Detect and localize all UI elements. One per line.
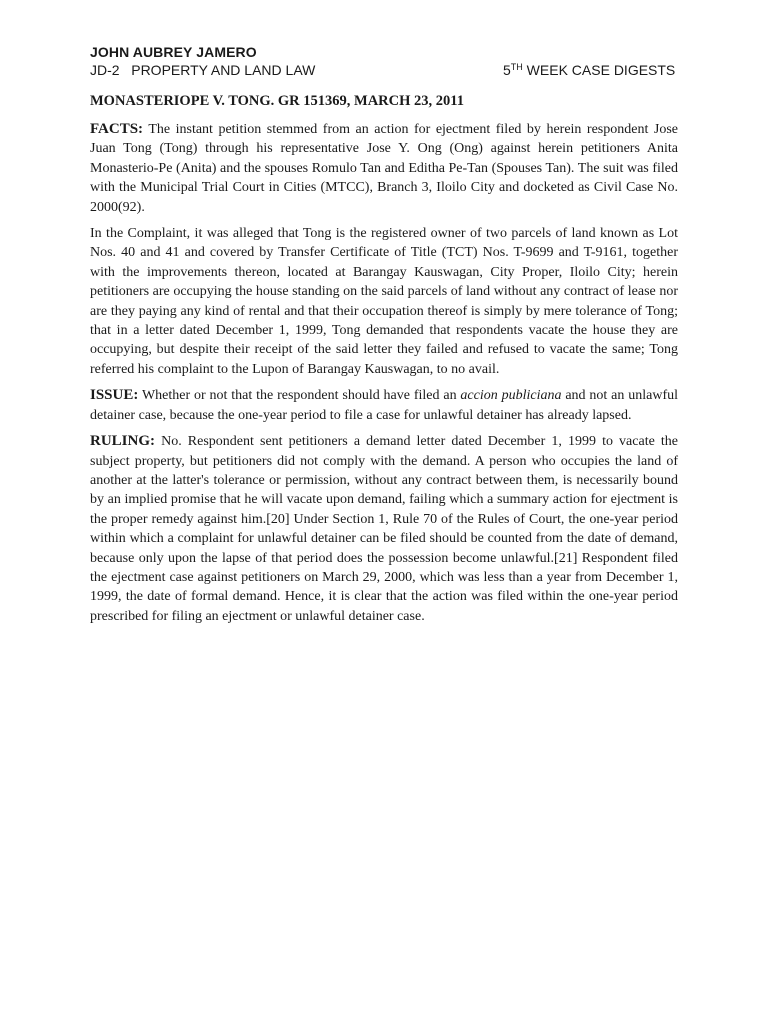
week-text: WEEK CASE DIGESTS bbox=[522, 62, 676, 78]
digest-body bbox=[90, 120, 678, 633]
ruling-paragraph bbox=[90, 432, 678, 626]
ruling-text: No. Respondent sent petitioners a demand letter dated December 1, 1999 to vacate the subject property, but petitioners did not comply with the demand. A person who occupies the land of another at the latter's tolerance or permission, without any contract between them, is necessarily bound by an implied promise that he will vacate upon demand, failing which a summary action for ejectment is the proper remedy against him.[20] Under Section 1, Rule 70 of the Rules of Court, the one-year period within which a complaint for unlawful detainer can be filed should be counted from the date of demand, because only upon the lapse of that period does the possession become unlawful.[21] Respondent filed the ejectment case against petitioners on March 29, 2000, which was less than a year from December 1, 1999, the date of formal demand. Hence, it is clear that the action was filed within the one-year period prescribed for filing an ejectment or unlawful detainer case. bbox=[90, 434, 678, 624]
issue-text-italic: accion publiciana bbox=[460, 388, 562, 404]
week-number: 5 bbox=[503, 62, 511, 78]
author-name: JOHN AUBREY JAMERO bbox=[90, 44, 257, 60]
issue-paragraph bbox=[90, 386, 678, 425]
complaint-paragraph: In the Complaint, it was alleged that Tong is the registered owner of two parcels of land known as Lot Nos. 40 and 41 and covered by Transfer Certificate of Title (TCT) Nos. T-9699 and T-9161, together with the improvements thereon, located at Barangay Kauswagan, City Proper, Iloilo City; herein petitioners are occupying the house standing on the said parcels of land without any contract of lease nor are they paying any kind of rental and that their occupation thereof is simply by mere tolerance of Tong; that in a letter dated December 1, 1999, Tong demanded that respondents vacate the house they are occupying, but despite their receipt of the said letter they failed and refused to vacate the same; Tong referred his complaint to the Lupon of Barangay Kauswagan, to no avail. bbox=[90, 226, 678, 377]
ruling-label: RULING: bbox=[90, 433, 156, 450]
issue-label: ISSUE: bbox=[90, 387, 139, 404]
case-title: MONASTERIOPE V. TONG. GR 151369, MARCH 23, 2011 bbox=[90, 93, 464, 109]
week-ordinal-suffix: TH bbox=[510, 62, 523, 72]
facts-label: FACTS: bbox=[90, 121, 144, 137]
issue-text-pre: Whether or not that the respondent should have filed an bbox=[138, 388, 461, 404]
week-label bbox=[503, 62, 675, 78]
course-label: JD-2 PROPERTY AND LAND LAW bbox=[90, 62, 316, 78]
facts-text: The instant petition stemmed from an action for ejectment filed by herein respondent Jose Juan Tong (Tong) through his representative Jose Y. Ong (Ong) against herein petitioners Anita Monasterio-Pe (Anita) and the spouses Romulo Tan and Editha Pe-Tan (Spouses Tan). The suit was filed with the Municipal Trial Court in Cities (MTCC), Branch 3, Iloilo City and docketed as Civil Case No. 2000(92). bbox=[90, 122, 678, 215]
issue-text-post: and not an unlawful detainer case, because the one-year period to file a case for unlawful detainer has already lapsed. bbox=[90, 388, 678, 423]
facts-paragraph bbox=[90, 120, 678, 217]
